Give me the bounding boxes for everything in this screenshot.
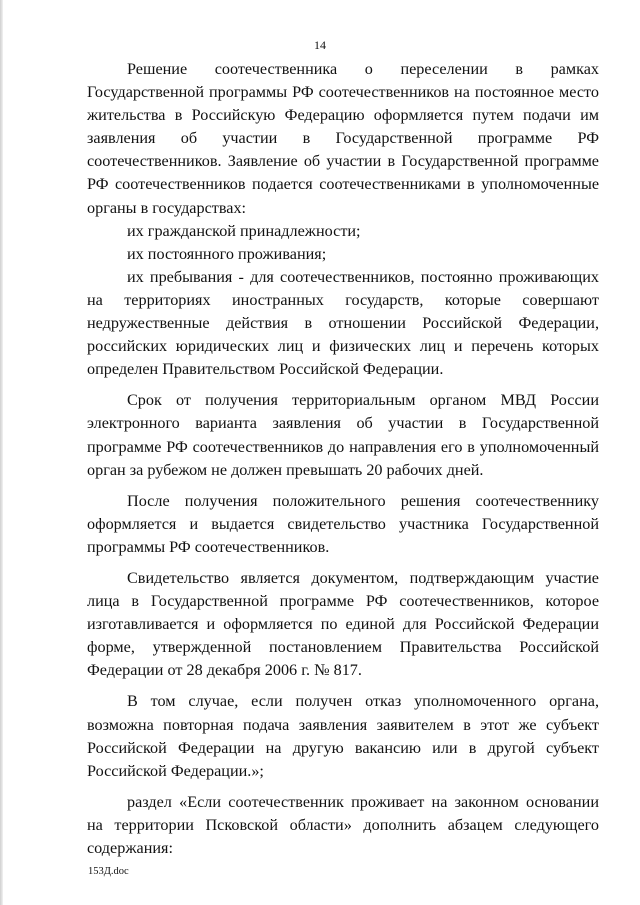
paragraph-certificate-definition: Свидетельство является документом, подтверждающим участие лица в Государственной программе РФ соотечественников, которое изготавливается и оформляется по единой для Российской Федерации форме, утвержденной постановлением Правительства Российской Федерации от 28 декабря 2006 г. № 817. (87, 568, 599, 680)
scan-edge (0, 0, 3, 905)
list-item-permanent-residence: их постоянного проживания; (127, 244, 327, 263)
document-body (87, 58, 599, 860)
paragraph-certificate-issue: После получения положительного решения соотечественнику оформляется и выдается свидетельство участника Государственной программы РФ соотечественников. (87, 491, 599, 556)
paragraph-refusal: В том случае, если получен отказ уполномоченного органа, возможна повторная подача заявления заявителем в этот же субъект Российской Федерации на другую вакансию или в другой субъект Российской Федерации.»; (87, 692, 599, 780)
page-number: 14 (314, 38, 326, 52)
list-item-citizenship: их гражданской принадлежности; (127, 221, 361, 240)
list-item-stay: их пребывания - для соотечественников, постоянно проживающих на территориях иностранных государств, которые совершают недружественные действия в отношении Российской Федерации, российских юридических лиц и физических лиц и перечень которых определен Правительством Российской Федерации. (87, 267, 599, 379)
paragraph-amendment: раздел «Если соотечественник проживает на законном основании на территории Псковской области» дополнить абзацем следующего содержания: (87, 792, 599, 857)
paragraph-processing-term: Срок от получения территориальным органом МВД России электронного варианта заявления об участии в Государственной программе РФ соотечественников до направления его в уполномоченный орган за рубежом не должен превышать 20 рабочих дней. (87, 391, 599, 479)
footer-filename: 153Д.doc (88, 866, 129, 877)
paragraph-resettlement-decision: Решение соотечественника о переселении в рамках Государственной программы РФ соотечественников на постоянное место жительства в Российскую Федерацию оформляется путем подачи им заявления об участии в Государственной программе РФ соотечественников. Заявление об участии в Государственной программе РФ соотечественников подается соотечественниками в уполномоченные органы в государствах: (87, 60, 599, 217)
